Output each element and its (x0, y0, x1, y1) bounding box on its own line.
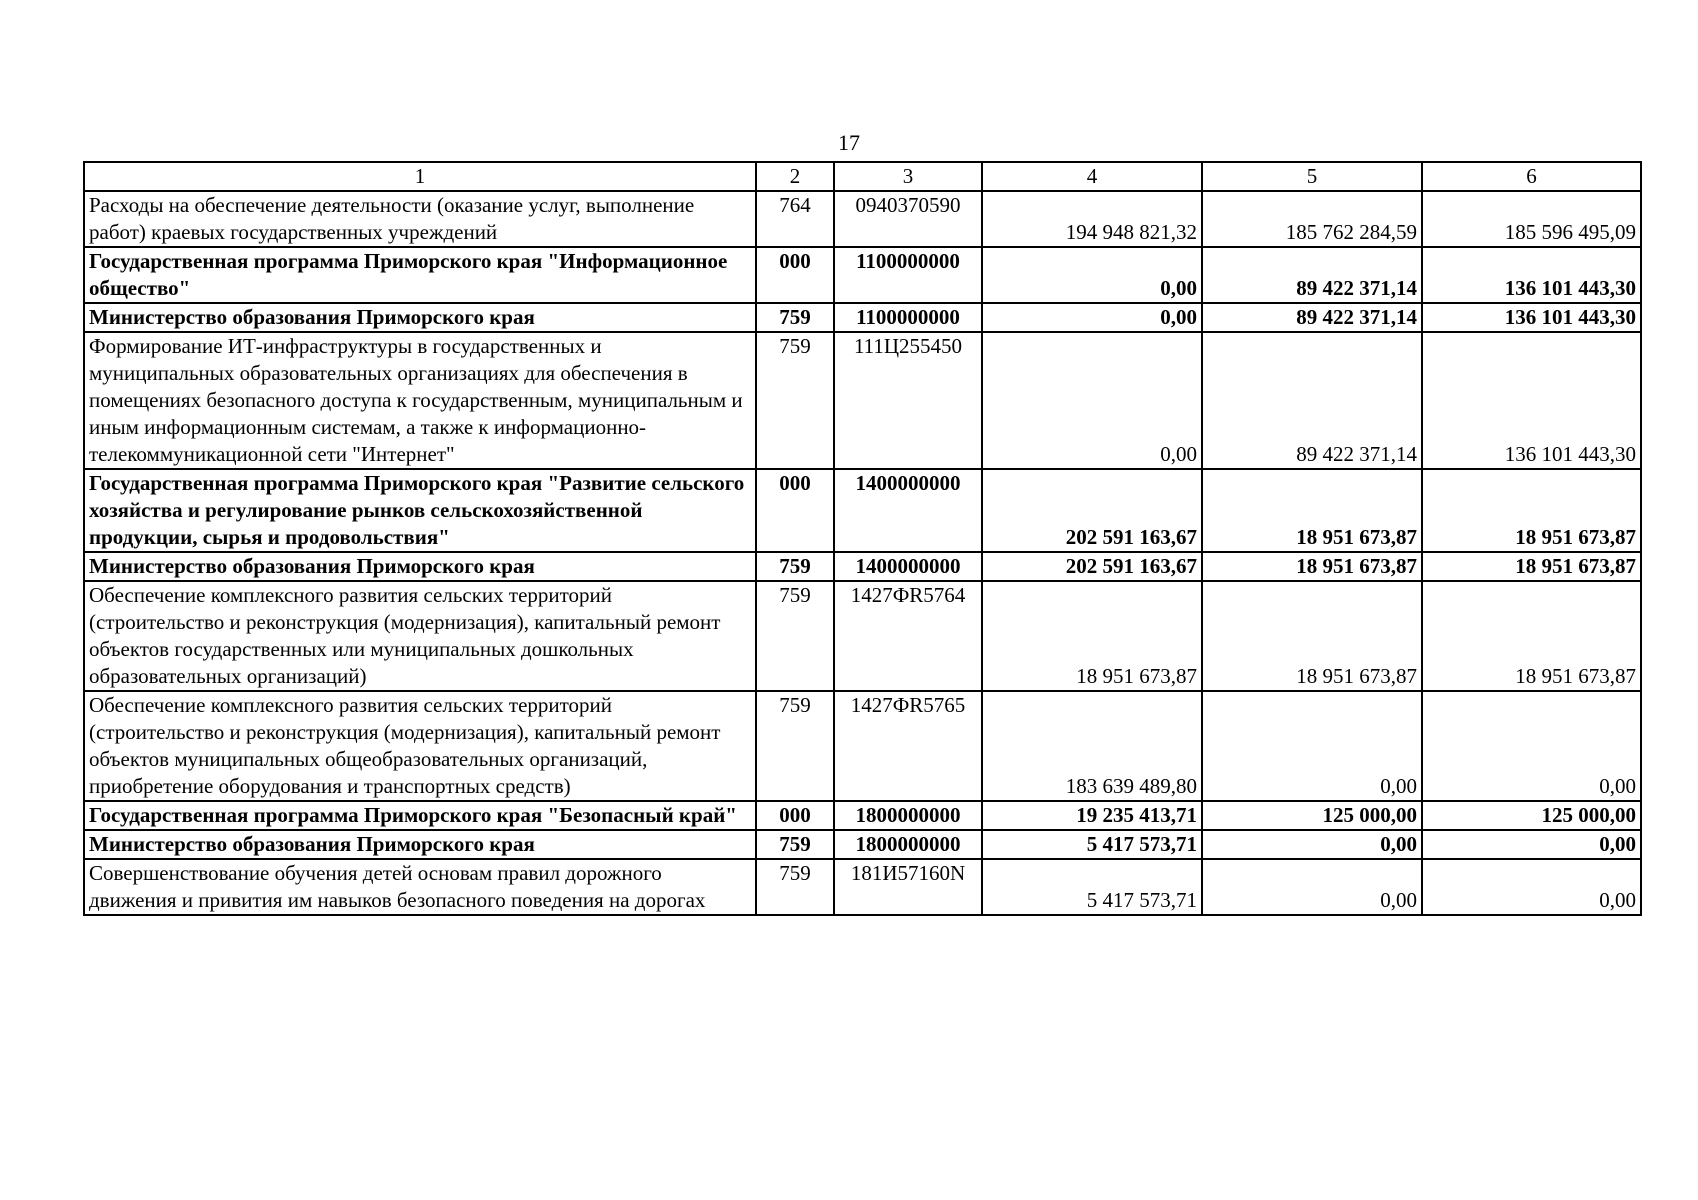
row-grbs-cell: 759 (756, 859, 834, 915)
row-name-cell: Государственная программа Приморского края "Информационное общество" (84, 247, 756, 303)
row-value-col4-cell: 5 417 573,71 (982, 859, 1202, 915)
row-name-cell: Министерство образования Приморского края (84, 830, 756, 859)
row-name-cell: Государственная программа Приморского края "Безопасный край" (84, 801, 756, 830)
row-csr-cell: 1100000000 (834, 247, 982, 303)
table-row (84, 469, 1641, 552)
row-grbs-cell: 764 (756, 191, 834, 247)
row-value-col4-cell: 202 591 163,67 (982, 552, 1202, 581)
row-value-col6-cell: 136 101 443,30 (1422, 247, 1641, 303)
row-csr-cell: 111Ц255450 (834, 332, 982, 469)
column-header-6: 6 (1422, 162, 1641, 191)
row-value-col5-cell: 18 951 673,87 (1202, 581, 1422, 691)
table-row (84, 691, 1641, 801)
row-name-cell: Совершенствование обучения детей основам правил дорожного движения и привития им навыков безопасного поведения на дорогах (84, 859, 756, 915)
column-header-5: 5 (1202, 162, 1422, 191)
row-name-cell: Государственная программа Приморского края "Развитие сельского хозяйства и регулирование рынков сельскохозяйственной продукции, сырья и продовольствия" (84, 469, 756, 552)
table-row (84, 801, 1641, 830)
row-value-col5-cell: 18 951 673,87 (1202, 469, 1422, 552)
page-number: 17 (838, 130, 860, 155)
row-name-cell: Формирование ИТ-инфраструктуры в государственных и муниципальных образовательных организациях для обеспечения в помещениях безопасного доступа к государственным, муниципальным и иным информационным системам, а также к информационно-телекоммуникационной сети "Интернет" (84, 332, 756, 469)
table-row (84, 247, 1641, 303)
row-value-col6-cell: 136 101 443,30 (1422, 303, 1641, 332)
row-csr-cell: 1400000000 (834, 469, 982, 552)
table-row (84, 552, 1641, 581)
row-value-col5-cell: 185 762 284,59 (1202, 191, 1422, 247)
row-name-cell: Обеспечение комплексного развития сельских территорий (строительство и реконструкция (модернизация), капитальный ремонт объектов муниципальных общеобразовательных организаций, приобретение оборудования и транспортных средств) (84, 691, 756, 801)
row-csr-cell: 1427ФR5764 (834, 581, 982, 691)
row-value-col5-cell: 0,00 (1202, 830, 1422, 859)
row-grbs-cell: 759 (756, 691, 834, 801)
table-row (84, 859, 1641, 915)
row-value-col6-cell: 0,00 (1422, 830, 1641, 859)
row-value-col6-cell: 18 951 673,87 (1422, 469, 1641, 552)
row-value-col5-cell: 89 422 371,14 (1202, 332, 1422, 469)
row-name-cell: Обеспечение комплексного развития сельских территорий (строительство и реконструкция (модернизация), капитальный ремонт объектов государственных или муниципальных дошкольных образовательных организаций) (84, 581, 756, 691)
column-header-1: 1 (84, 162, 756, 191)
row-value-col4-cell: 0,00 (982, 332, 1202, 469)
row-grbs-cell: 000 (756, 247, 834, 303)
table-row (84, 332, 1641, 469)
column-header-3: 3 (834, 162, 982, 191)
column-header-2: 2 (756, 162, 834, 191)
row-grbs-cell: 759 (756, 332, 834, 469)
row-value-col5-cell: 89 422 371,14 (1202, 247, 1422, 303)
row-value-col4-cell: 183 639 489,80 (982, 691, 1202, 801)
table-body (84, 191, 1641, 915)
row-value-col6-cell: 0,00 (1422, 859, 1641, 915)
row-value-col5-cell: 0,00 (1202, 691, 1422, 801)
row-csr-cell: 1800000000 (834, 830, 982, 859)
row-grbs-cell: 000 (756, 801, 834, 830)
row-value-col6-cell: 18 951 673,87 (1422, 581, 1641, 691)
row-grbs-cell: 759 (756, 830, 834, 859)
row-value-col6-cell: 185 596 495,09 (1422, 191, 1641, 247)
row-value-col4-cell: 19 235 413,71 (982, 801, 1202, 830)
row-name-cell: Министерство образования Приморского края (84, 303, 756, 332)
row-value-col5-cell: 18 951 673,87 (1202, 552, 1422, 581)
row-name-cell: Расходы на обеспечение деятельности (оказание услуг, выполнение работ) краевых государственных учреждений (84, 191, 756, 247)
row-value-col5-cell: 125 000,00 (1202, 801, 1422, 830)
row-csr-cell: 181И57160N (834, 859, 982, 915)
row-value-col6-cell: 0,00 (1422, 691, 1641, 801)
row-value-col5-cell: 89 422 371,14 (1202, 303, 1422, 332)
row-grbs-cell: 000 (756, 469, 834, 552)
table-row (84, 303, 1641, 332)
row-value-col6-cell: 136 101 443,30 (1422, 332, 1641, 469)
row-csr-cell: 1400000000 (834, 552, 982, 581)
row-grbs-cell: 759 (756, 581, 834, 691)
column-header-4: 4 (982, 162, 1202, 191)
row-csr-cell: 0940370590 (834, 191, 982, 247)
row-value-col4-cell: 18 951 673,87 (982, 581, 1202, 691)
row-value-col4-cell: 0,00 (982, 303, 1202, 332)
table-row (84, 191, 1641, 247)
row-value-col4-cell: 194 948 821,32 (982, 191, 1202, 247)
budget-table (83, 161, 1642, 916)
table-row (84, 830, 1641, 859)
row-value-col4-cell: 0,00 (982, 247, 1202, 303)
row-value-col5-cell: 0,00 (1202, 859, 1422, 915)
row-csr-cell: 1427ФR5765 (834, 691, 982, 801)
table-header-row (84, 162, 1641, 191)
row-grbs-cell: 759 (756, 552, 834, 581)
row-value-col4-cell: 5 417 573,71 (982, 830, 1202, 859)
table-row (84, 581, 1641, 691)
row-value-col4-cell: 202 591 163,67 (982, 469, 1202, 552)
row-name-cell: Министерство образования Приморского края (84, 552, 756, 581)
row-csr-cell: 1800000000 (834, 801, 982, 830)
row-csr-cell: 1100000000 (834, 303, 982, 332)
row-value-col6-cell: 125 000,00 (1422, 801, 1641, 830)
row-grbs-cell: 759 (756, 303, 834, 332)
row-value-col6-cell: 18 951 673,87 (1422, 552, 1641, 581)
